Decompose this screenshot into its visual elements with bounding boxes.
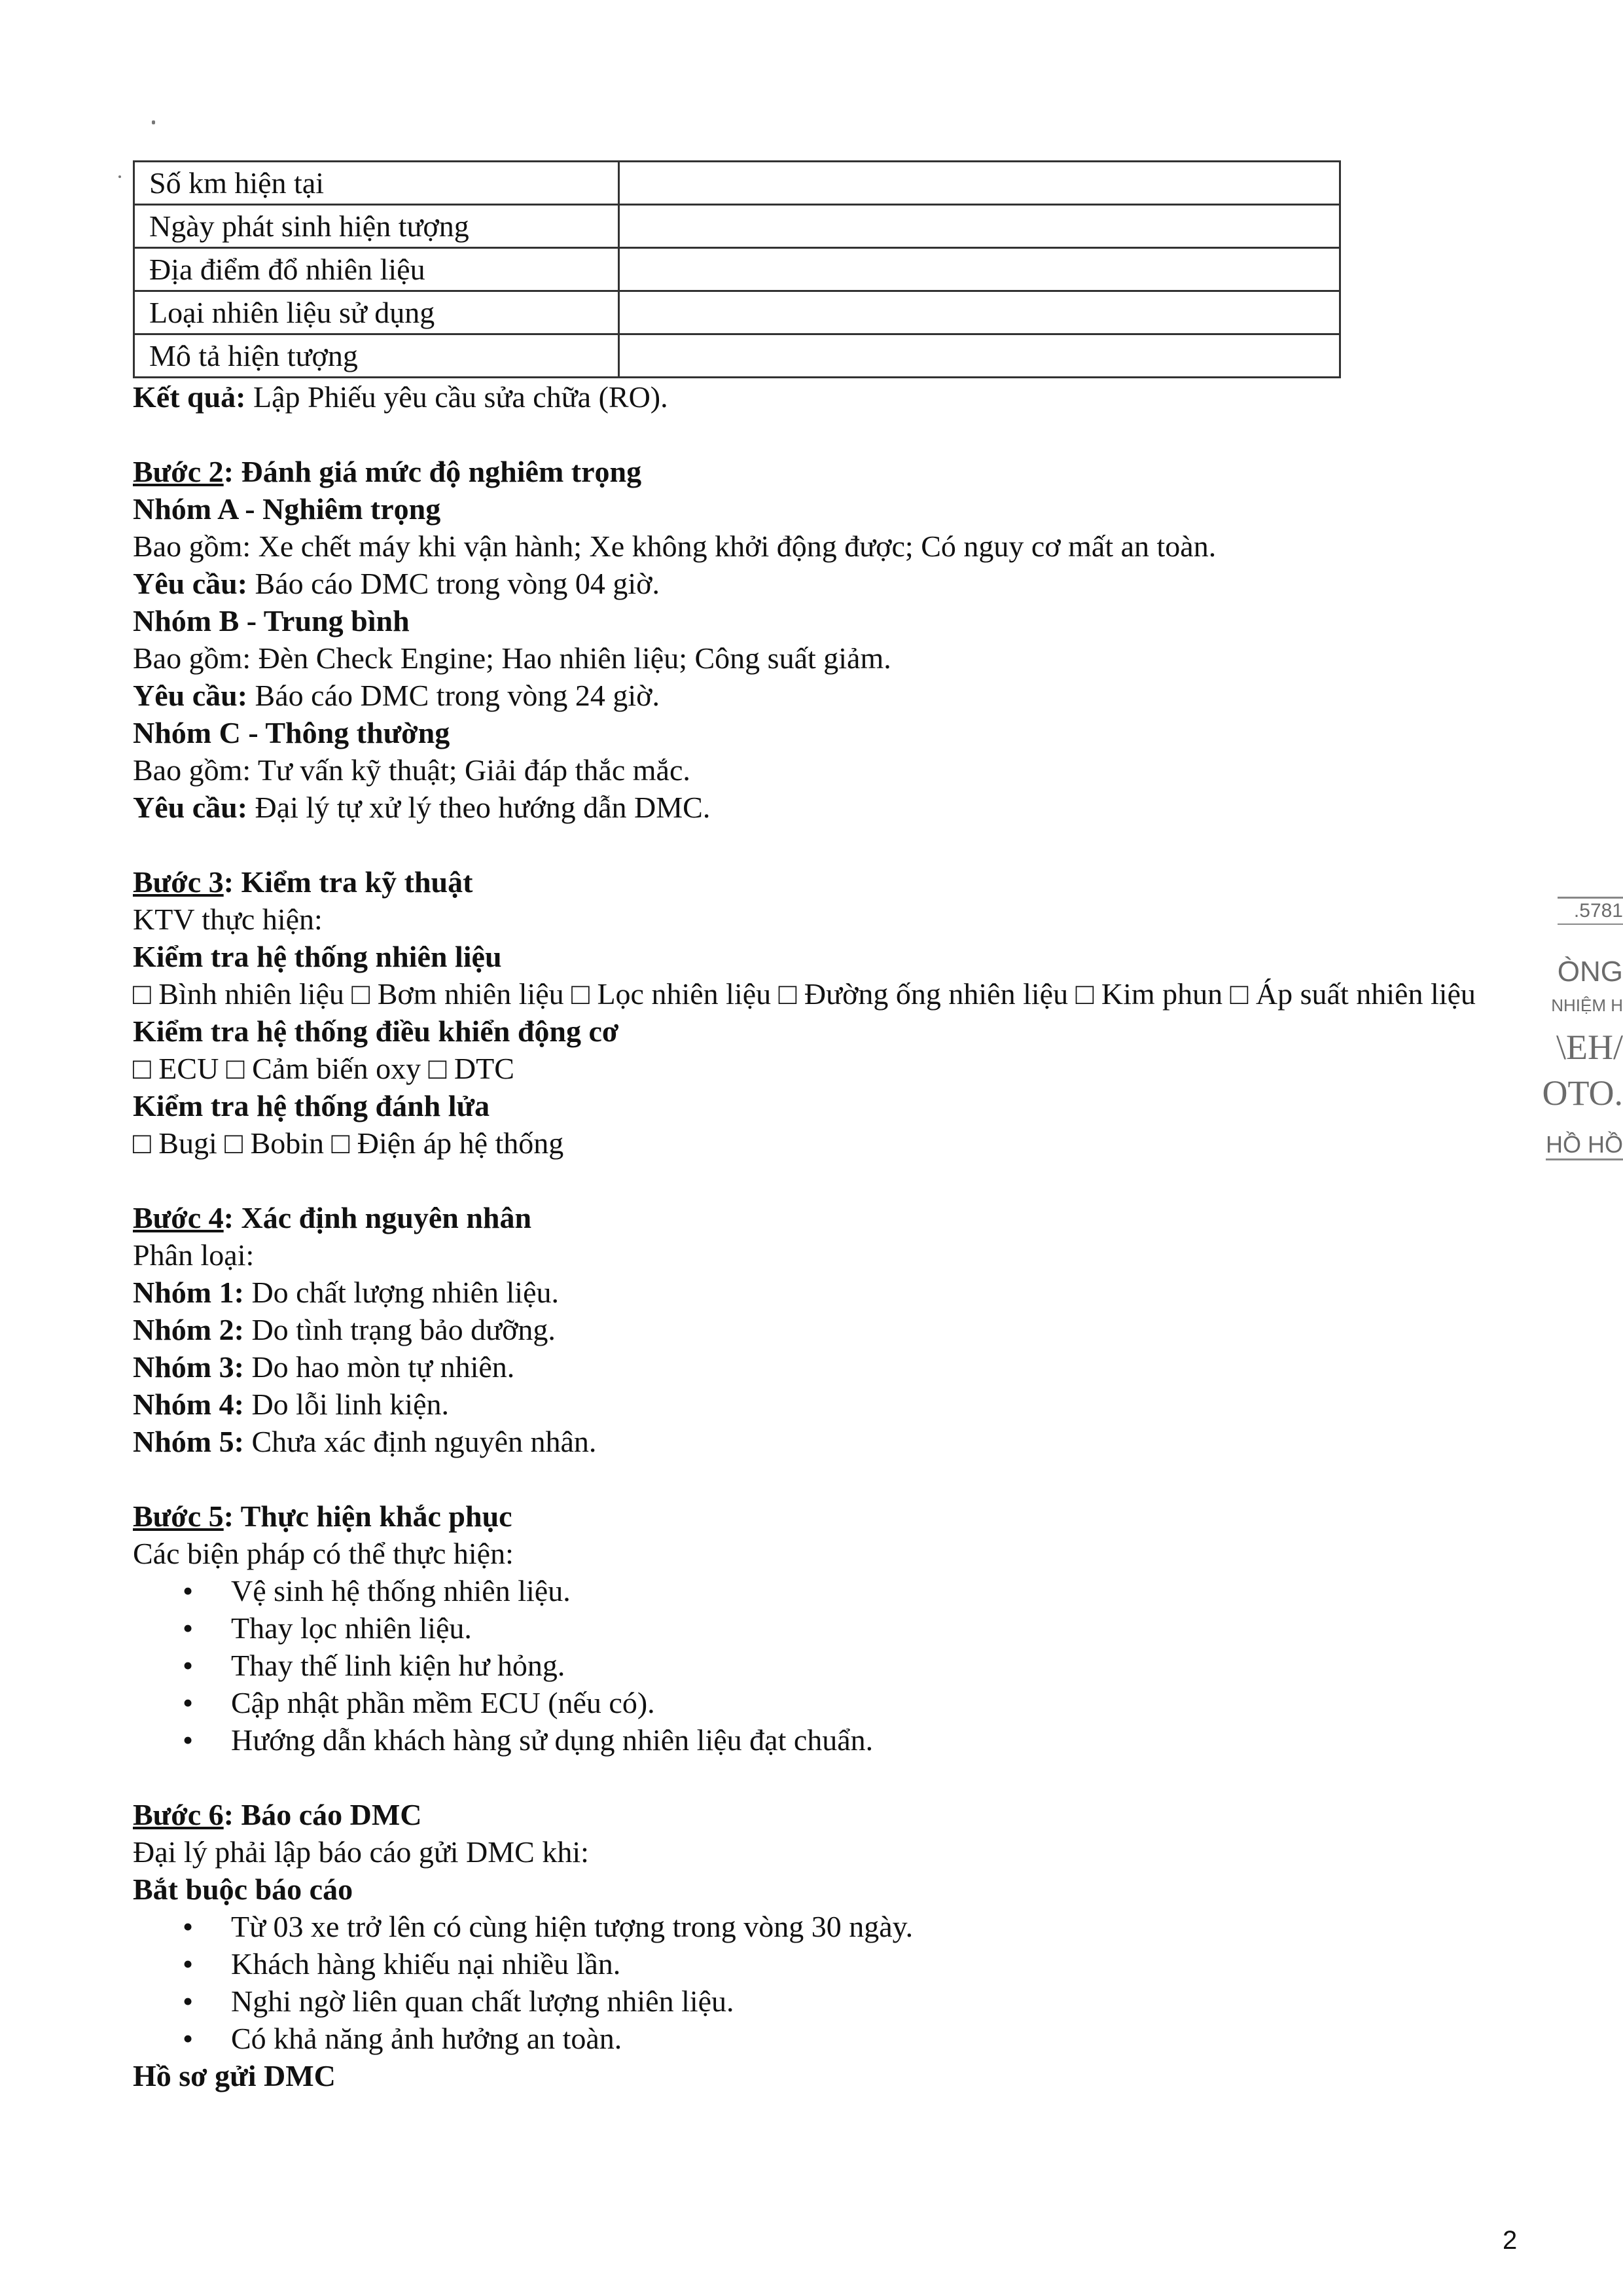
scan-speck xyxy=(152,120,155,124)
result-text: Lập Phiếu yêu cầu sửa chữa (RO). xyxy=(245,380,668,414)
stamp-text: NHIỆM H xyxy=(1551,996,1623,1015)
engine-check-title xyxy=(133,1013,1533,1050)
list-item: • Hướng dẫn khách hàng sử dụng nhiên liệu đạt chuẩn. xyxy=(231,1721,1533,1759)
table-row xyxy=(134,162,1340,205)
step5-title: : Thực hiện khắc phục xyxy=(223,1499,512,1533)
cause-group-text: Do chất lượng nhiên liệu. xyxy=(243,1276,559,1309)
cause-group-text: Do lỗi linh kiện. xyxy=(243,1388,449,1421)
group-a-includes: Bao gồm: Xe chết máy khi vận hành; Xe không khởi động được; Có nguy cơ mất an toàn. xyxy=(133,529,1217,563)
group-b-requirement xyxy=(133,677,1533,714)
group-b-includes: Bao gồm: Đèn Check Engine; Hao nhiên liệu; Công suất giảm. xyxy=(133,641,891,675)
cause-group-label: Nhóm 1: xyxy=(133,1276,244,1309)
requirement-label: Yêu cầu: xyxy=(133,791,248,824)
cause-group-label: Nhóm 2: xyxy=(133,1313,244,1346)
cause-group-4 xyxy=(133,1386,1533,1423)
step6-heading xyxy=(133,1796,1533,1833)
mandatory-report-list xyxy=(133,1908,1533,2057)
step3-intro: KTV thực hiện: xyxy=(133,903,323,936)
table-row xyxy=(134,248,1340,291)
step6-intro: Đại lý phải lập báo cáo gửi DMC khi: xyxy=(133,1835,589,1869)
dossier-title-text: Hồ sơ gửi DMC xyxy=(133,2059,336,2092)
cause-group-3 xyxy=(133,1348,1533,1386)
step4-intro: Phân loại: xyxy=(133,1238,255,1272)
cause-group-1 xyxy=(133,1274,1533,1311)
ignition-check-title xyxy=(133,1087,1533,1124)
mandatory-report-title-text: Bắt buộc báo cáo xyxy=(133,1873,353,1906)
stamp-text: ÒNG xyxy=(1557,956,1623,988)
step5-heading xyxy=(133,1498,1533,1535)
table-label-cell: Mô tả hiện tượng xyxy=(134,334,619,378)
cause-group-text: Do tình trạng bảo dưỡng. xyxy=(243,1313,556,1346)
scan-speck xyxy=(118,175,121,178)
step3-heading xyxy=(133,863,1533,901)
dossier-title xyxy=(133,2057,1533,2094)
step4-title: : Xác định nguyên nhân xyxy=(223,1201,532,1234)
list-item: • Vệ sinh hệ thống nhiên liệu. xyxy=(231,1572,1533,1609)
step3-title: : Kiểm tra kỹ thuật xyxy=(223,865,473,899)
cause-group-2 xyxy=(133,1311,1533,1348)
table-value-cell[interactable] xyxy=(619,205,1340,248)
group-a-title xyxy=(133,490,1533,528)
table-value-cell[interactable] xyxy=(619,248,1340,291)
group-b-title-text: Nhóm B - Trung bình xyxy=(133,604,410,637)
cause-group-label: Nhóm 3: xyxy=(133,1350,244,1384)
stamp-text: .5781 xyxy=(1558,897,1623,925)
cause-group-label: Nhóm 4: xyxy=(133,1388,244,1421)
document-body xyxy=(133,160,1533,2094)
engine-check-items: □ ECU □ Cảm biến oxy □ DTC xyxy=(133,1052,514,1085)
list-item: • Từ 03 xe trở lên có cùng hiện tượng trong vòng 30 ngày. xyxy=(231,1908,1533,1945)
fuel-check-items: □ Bình nhiên liệu □ Bơm nhiên liệu □ Lọc nhiên liệu □ Đường ống nhiên liệu □ Kim phun □ Áp suất nhiên liệu xyxy=(133,977,1476,1011)
cause-group-label: Nhóm 5: xyxy=(133,1425,244,1458)
stamp-fragment xyxy=(1543,897,1623,1178)
ignition-check-title-text: Kiểm tra hệ thống đánh lửa xyxy=(133,1089,490,1122)
table-row xyxy=(134,205,1340,248)
group-c-title-text: Nhóm C - Thông thường xyxy=(133,716,450,749)
requirement-label: Yêu cầu: xyxy=(133,567,248,600)
group-b-title xyxy=(133,602,1533,639)
step6-title: : Báo cáo DMC xyxy=(223,1798,422,1831)
step4-heading xyxy=(133,1199,1533,1236)
cause-group-text: Do hao mòn tự nhiên. xyxy=(243,1350,515,1384)
cause-group-text: Chưa xác định nguyên nhân. xyxy=(243,1425,597,1458)
fuel-check-title xyxy=(133,938,1533,975)
requirement-text: Đại lý tự xử lý theo hướng dẫn DMC. xyxy=(247,791,711,824)
ignition-check-items: □ Bugi □ Bobin □ Điện áp hệ thống xyxy=(133,1126,564,1160)
step5-intro: Các biện pháp có thể thực hiện: xyxy=(133,1537,514,1570)
list-item: • Thay thế linh kiện hư hỏng. xyxy=(231,1647,1533,1684)
mandatory-report-title xyxy=(133,1871,1533,1908)
step2-prefix: Bước 2 xyxy=(133,455,224,488)
engine-check-title-text: Kiểm tra hệ thống điều khiển động cơ xyxy=(133,1014,619,1048)
incident-info-table xyxy=(133,160,1341,378)
requirement-text: Báo cáo DMC trong vòng 04 giờ. xyxy=(247,567,660,600)
requirement-text: Báo cáo DMC trong vòng 24 giờ. xyxy=(247,679,660,712)
list-item: • Khách hàng khiếu nại nhiều lần. xyxy=(231,1945,1533,1982)
table-row xyxy=(134,291,1340,334)
step3-prefix: Bước 3 xyxy=(133,865,224,899)
list-item: • Cập nhật phần mềm ECU (nếu có). xyxy=(231,1684,1533,1721)
group-c-includes: Bao gồm: Tư vấn kỹ thuật; Giải đáp thắc mắc. xyxy=(133,753,690,787)
table-label-cell: Địa điểm đổ nhiên liệu xyxy=(134,248,619,291)
stamp-text: OTO. xyxy=(1542,1073,1623,1113)
table-value-cell[interactable] xyxy=(619,291,1340,334)
remedy-list xyxy=(133,1572,1533,1759)
group-a-requirement xyxy=(133,565,1533,602)
group-a-title-text: Nhóm A - Nghiêm trọng xyxy=(133,492,441,526)
list-item: • Nghi ngờ liên quan chất lượng nhiên liệu. xyxy=(231,1982,1533,2020)
table-label-cell: Loại nhiên liệu sử dụng xyxy=(134,291,619,334)
table-row xyxy=(134,334,1340,378)
requirement-label: Yêu cầu: xyxy=(133,679,248,712)
result-label: Kết quả: xyxy=(133,380,246,414)
stamp-text: \EH/ xyxy=(1556,1028,1623,1067)
step2-title: : Đánh giá mức độ nghiêm trọng xyxy=(223,455,642,488)
step5-prefix: Bước 5 xyxy=(133,1499,224,1533)
table-label-cell: Số km hiện tại xyxy=(134,162,619,205)
page-number: 2 xyxy=(1503,2226,1518,2255)
cause-group-5 xyxy=(133,1423,1533,1460)
list-item: • Có khả năng ảnh hưởng an toàn. xyxy=(231,2020,1533,2057)
table-value-cell[interactable] xyxy=(619,162,1340,205)
table-label-cell: Ngày phát sinh hiện tượng xyxy=(134,205,619,248)
result-line xyxy=(133,378,1533,416)
stamp-text: HỒ HỒ xyxy=(1546,1131,1623,1160)
step2-heading xyxy=(133,453,1533,490)
step4-prefix: Bước 4 xyxy=(133,1201,224,1234)
group-c-title xyxy=(133,714,1533,751)
group-c-requirement xyxy=(133,789,1533,826)
table-value-cell[interactable] xyxy=(619,334,1340,378)
fuel-check-title-text: Kiểm tra hệ thống nhiên liệu xyxy=(133,940,502,973)
step6-prefix: Bước 6 xyxy=(133,1798,224,1831)
list-item: • Thay lọc nhiên liệu. xyxy=(231,1609,1533,1647)
